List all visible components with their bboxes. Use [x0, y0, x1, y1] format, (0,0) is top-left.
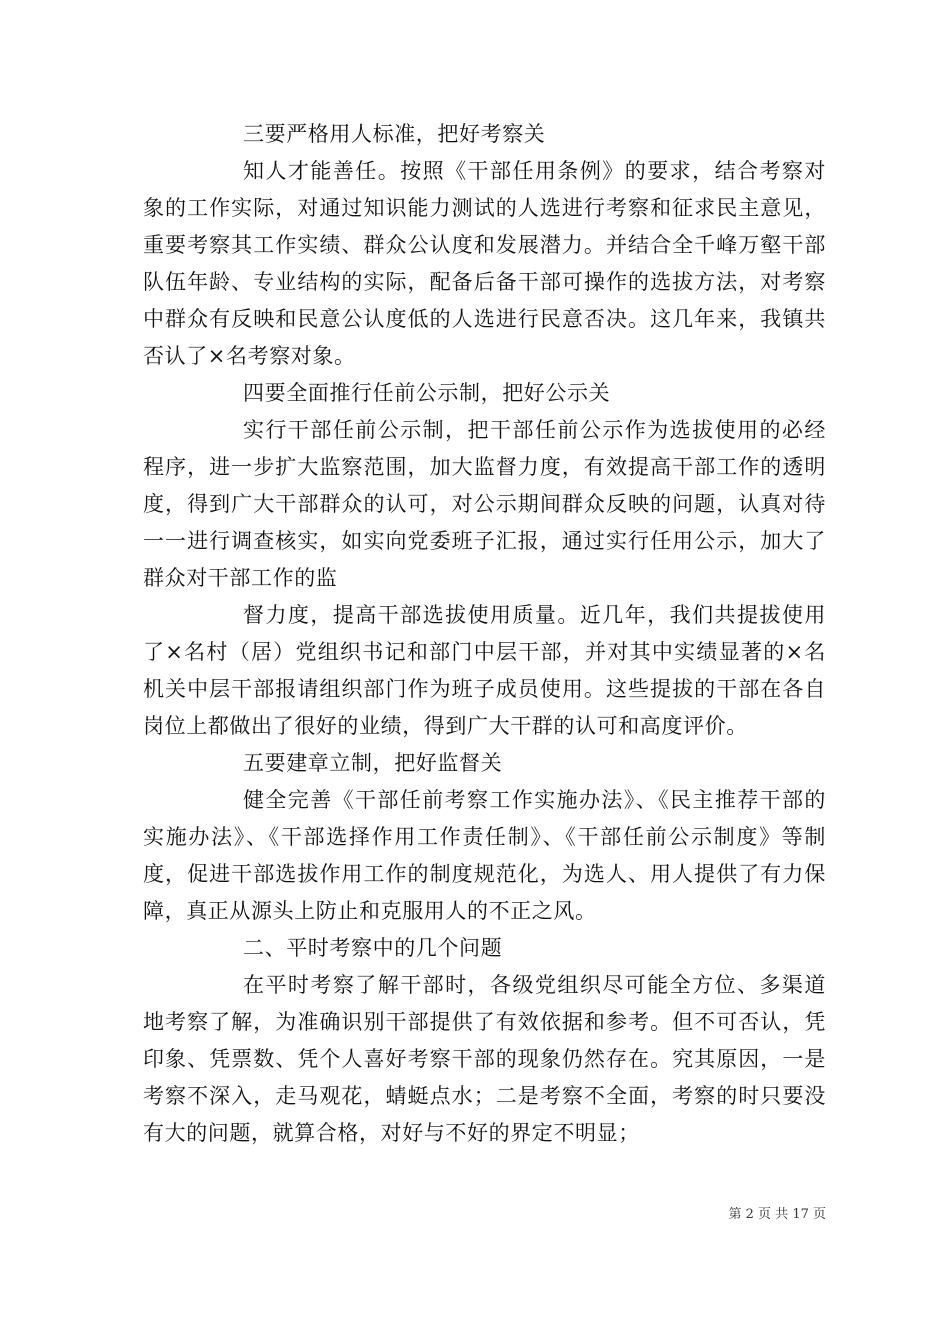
section-heading-3: 三要严格用人标准，把好考察关 [243, 122, 546, 146]
paragraph-4-continued: 督力度，提高干部选拔使用质量。近几年，我们共提拔使用了×名村（居）党组织书记和部门中层干部，并对其中实绩显著的×名机关中层干部报请组织部门作为班子成员使用。这些提拔的干部在各自岗位上都做出了很好的业绩，得到广大干群的认可和高度评价。 [143, 603, 826, 738]
section-heading-5: 五要建章立制，把好监督关 [243, 751, 503, 775]
section-heading-4: 四要全面推行任前公示制，把好公示关 [243, 381, 611, 405]
document-body [143, 116, 826, 1152]
paragraph-4-body: 实行干部任前公示制，把干部任前公示作为选拔使用的必经程序，进一步扩大监察范围，加大监督力度，有效提高干部工作的透明度，得到广大干部群众的认可，对公示期间群众反映的问题，认真对待一一进行调查核实，如实向党委班子汇报，通过实行任用公示，加大了群众对干部工作的监 [143, 418, 826, 590]
section-heading-two: 二、平时考察中的几个问题 [243, 936, 503, 960]
paragraph-3-body: 知人才能善任。按照《干部任用条例》的要求，结合考察对象的工作实际，对通过知识能力测试的人选进行考察和征求民主意见，重要考察其工作实绩、群众公认度和发展潜力。并结合全千峰万壑干部队伍年龄、专业结构的实际，配备后备干部可操作的选拔方法，对考察中群众有反映和民意公认度低的人选进行民意否决。这几年来，我镇共否认了×名考察对象。 [143, 159, 826, 368]
page-number-footer: 第 2 页 共 17 页 [728, 1207, 826, 1222]
paragraph-two-body: 在平时考察了解干部时，各级党组织尽可能全方位、多渠道地考察了解，为准确识别干部提供了有效依据和参考。但不可否认，凭印象、凭票数、凭个人喜好考察干部的现象仍然存在。究其原因，一是考察不深入，走马观花，蜻蜓点水；二是考察不全面，考察的时只要没有大的问题，就算合格，对好与不好的界定不明显； [143, 973, 826, 1145]
paragraph-5-body: 健全完善《干部任前考察工作实施办法》、《民主推荐干部的实施办法》、《干部选择作用工作责任制》、《干部任前公示制度》等制度，促进干部选拔作用工作的制度规范化，为选人、用人提供了有力保障，真正从源头上防止和克服用人的不正之风。 [143, 788, 826, 923]
